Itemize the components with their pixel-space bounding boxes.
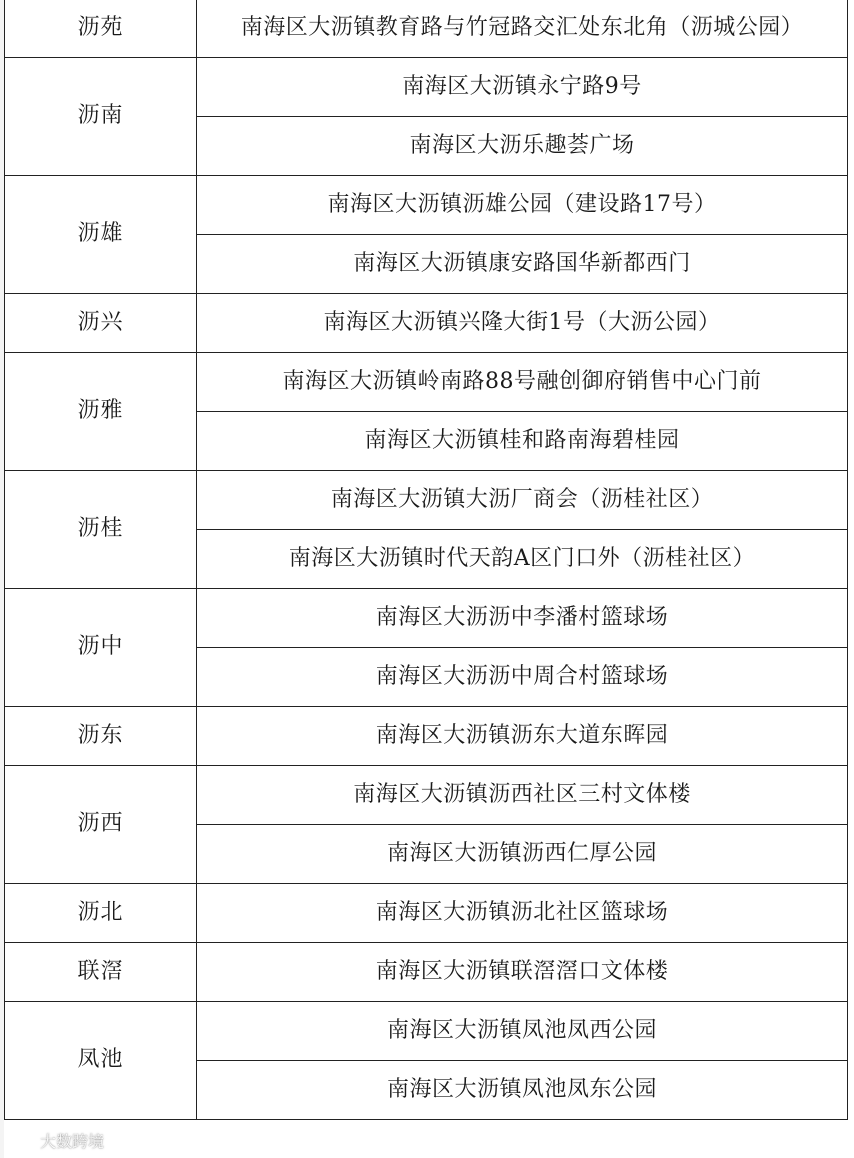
address-cell: 南海区大沥镇兴隆大街1号（大沥公园）	[197, 294, 848, 353]
location-table	[4, 0, 848, 1120]
community-cell: 沥雅	[5, 353, 197, 471]
community-cell: 沥南	[5, 58, 197, 176]
watermark	[6, 1128, 104, 1152]
location-table-body	[5, 0, 848, 1120]
address-cell: 南海区大沥镇凤池凤西公园	[197, 1002, 848, 1061]
table-row	[5, 0, 848, 58]
table-row	[5, 353, 848, 412]
table-row	[5, 707, 848, 766]
table-row	[5, 1002, 848, 1061]
community-cell: 沥苑	[5, 0, 197, 58]
table-row	[5, 589, 848, 648]
table-row	[5, 943, 848, 1002]
table-row	[5, 294, 848, 353]
table-row	[5, 58, 848, 117]
community-cell: 沥雄	[5, 176, 197, 294]
address-cell: 南海区大沥沥中周合村篮球场	[197, 648, 848, 707]
address-cell: 南海区大沥镇桂和路南海碧桂园	[197, 412, 848, 471]
table-row	[5, 176, 848, 235]
address-cell: 南海区大沥镇永宁路9号	[197, 58, 848, 117]
address-cell: 南海区大沥乐趣荟广场	[197, 117, 848, 176]
address-cell: 南海区大沥镇沥雄公园（建设路17号）	[197, 176, 848, 235]
brand-logo-icon	[6, 1130, 36, 1150]
address-cell: 南海区大沥镇岭南路88号融创御府销售中心门前	[197, 353, 848, 412]
community-cell: 沥东	[5, 707, 197, 766]
address-cell: 南海区大沥镇沥西社区三村文体楼	[197, 766, 848, 825]
community-cell: 联滘	[5, 943, 197, 1002]
address-cell: 南海区大沥镇沥西仁厚公园	[197, 825, 848, 884]
table-row	[5, 766, 848, 825]
community-cell: 凤池	[5, 1002, 197, 1120]
address-cell: 南海区大沥镇教育路与竹冠路交汇处东北角（沥城公园）	[197, 0, 848, 58]
address-cell: 南海区大沥镇康安路国华新都西门	[197, 235, 848, 294]
address-cell: 南海区大沥镇沥北社区篮球场	[197, 884, 848, 943]
address-cell: 南海区大沥镇联滘滘口文体楼	[197, 943, 848, 1002]
community-cell: 沥桂	[5, 471, 197, 589]
community-cell: 沥中	[5, 589, 197, 707]
community-cell: 沥西	[5, 766, 197, 884]
address-cell: 南海区大沥镇大沥厂商会（沥桂社区）	[197, 471, 848, 530]
address-cell: 南海区大沥镇沥东大道东晖园	[197, 707, 848, 766]
table-row	[5, 471, 848, 530]
address-cell: 南海区大沥镇凤池凤东公园	[197, 1061, 848, 1120]
community-cell: 沥兴	[5, 294, 197, 353]
address-cell: 南海区大沥镇时代天韵A区门口外（沥桂社区）	[197, 530, 848, 589]
table-row	[5, 884, 848, 943]
address-cell: 南海区大沥沥中李潘村篮球场	[197, 589, 848, 648]
community-cell: 沥北	[5, 884, 197, 943]
watermark-text: 大数跨境	[40, 1131, 105, 1151]
